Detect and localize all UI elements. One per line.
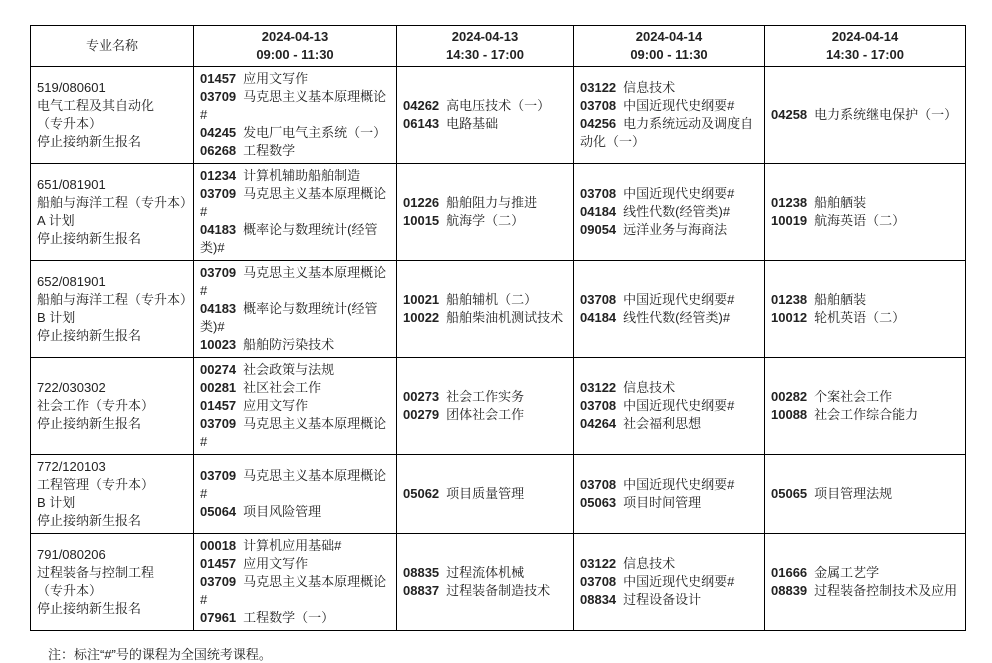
session-cell — [397, 358, 574, 455]
course-code: 01226 — [403, 195, 440, 210]
course-code: 04184 — [580, 310, 617, 325]
course-code: 07961 — [200, 610, 237, 625]
exam-schedule-table — [30, 25, 966, 631]
session-cell — [397, 455, 574, 534]
header-session — [765, 26, 966, 67]
course-name: 中国近现代史纲要# — [623, 98, 735, 113]
session-cell — [574, 358, 765, 455]
course-code: 01666 — [771, 565, 808, 580]
course-name: 航海学（二） — [446, 213, 525, 228]
course-item — [771, 194, 960, 212]
course-name: 线性代数(经管类)# — [623, 310, 731, 325]
course-name: 个案社会工作 — [814, 389, 893, 404]
header-session-date: 2024-04-14 — [635, 29, 703, 44]
course-item — [200, 397, 391, 415]
major-line: 停止接纳新生报名 — [37, 134, 142, 149]
major-line: 电气工程及其自动化 — [37, 98, 155, 113]
major-cell — [31, 358, 194, 455]
course-name: 概率论与数理统计(经管类)# — [200, 222, 378, 255]
course-name: 应用文写作 — [243, 398, 309, 413]
course-name: 船舶辅机（二） — [446, 292, 538, 307]
major-line: 791/080206 — [37, 547, 106, 562]
course-code: 03708 — [580, 398, 617, 413]
header-session-date: 2024-04-13 — [261, 29, 329, 44]
session-cell — [397, 67, 574, 164]
session-cell — [574, 261, 765, 358]
major-line: 停止接纳新生报名 — [37, 328, 142, 343]
major-line: 772/120103 — [37, 459, 106, 474]
course-code: 00279 — [403, 407, 440, 422]
course-item — [200, 415, 391, 451]
course-name: 马克思主义基本原理概论# — [200, 186, 387, 219]
course-item — [580, 476, 759, 494]
course-name: 马克思主义基本原理概论# — [200, 89, 387, 122]
course-item — [403, 406, 568, 424]
course-item — [200, 167, 391, 185]
header-session-time: 14:30 - 17:00 — [445, 47, 525, 62]
course-name: 远洋业务与海商法 — [623, 222, 728, 237]
table-row — [31, 164, 966, 261]
course-item — [200, 124, 391, 142]
course-item — [403, 582, 568, 600]
course-code: 03708 — [580, 292, 617, 307]
course-code: 03709 — [200, 89, 237, 104]
course-name: 发电厂电气主系统（一） — [243, 125, 387, 140]
course-name: 电路基础 — [446, 116, 499, 131]
course-code: 10022 — [403, 310, 440, 325]
course-code: 01234 — [200, 168, 237, 183]
table-row — [31, 261, 966, 358]
course-code: 04256 — [580, 116, 617, 131]
course-name: 航海英语（二） — [814, 213, 906, 228]
course-name: 团体社会工作 — [446, 407, 525, 422]
course-name: 过程设备设计 — [623, 592, 702, 607]
major-line: 过程装备与控制工程 — [37, 565, 155, 580]
major-line: 652/081901 — [37, 274, 106, 289]
course-code: 08837 — [403, 583, 440, 598]
session-cell — [765, 261, 966, 358]
course-name: 信息技术 — [623, 80, 676, 95]
course-name: 中国近现代史纲要# — [623, 292, 735, 307]
session-cell — [194, 261, 397, 358]
header-session-time: 14:30 - 17:00 — [825, 47, 905, 62]
course-code: 04183 — [200, 222, 237, 237]
course-item — [403, 564, 568, 582]
course-code: 03709 — [200, 468, 237, 483]
course-name: 社会政策与法规 — [243, 362, 335, 377]
course-code: 01238 — [771, 292, 808, 307]
major-line: B 计划 — [37, 310, 76, 325]
header-session-date: 2024-04-13 — [451, 29, 519, 44]
header-session-time: 09:00 - 11:30 — [630, 47, 708, 62]
course-name: 中国近现代史纲要# — [623, 574, 735, 589]
course-item — [200, 185, 391, 221]
course-item — [403, 309, 568, 327]
course-item — [200, 300, 391, 336]
session-cell — [397, 534, 574, 631]
header-session — [574, 26, 765, 67]
course-code: 04183 — [200, 301, 237, 316]
major-line: 社会工作（专升本） — [37, 398, 155, 413]
course-name: 概率论与数理统计(经管类)# — [200, 301, 378, 334]
course-name: 工程数学（一） — [243, 610, 335, 625]
header-session — [397, 26, 574, 67]
course-code: 04184 — [580, 204, 617, 219]
session-cell — [574, 67, 765, 164]
table-row — [31, 455, 966, 534]
course-name: 工程数学 — [243, 143, 296, 158]
major-line: B 计划 — [37, 495, 76, 510]
course-item — [580, 203, 759, 221]
course-item — [200, 361, 391, 379]
table-row — [31, 67, 966, 164]
course-code: 03709 — [200, 186, 237, 201]
session-cell — [194, 358, 397, 455]
course-code: 03708 — [580, 186, 617, 201]
course-item — [580, 309, 759, 327]
course-code: 03122 — [580, 556, 617, 571]
session-cell — [765, 67, 966, 164]
course-code: 00282 — [771, 389, 808, 404]
course-item — [200, 467, 391, 503]
course-name: 线性代数(经管类)# — [623, 204, 731, 219]
major-line: A 计划 — [37, 213, 75, 228]
course-name: 轮机英语（二） — [814, 310, 906, 325]
course-code: 03708 — [580, 98, 617, 113]
course-name: 应用文写作 — [243, 556, 309, 571]
course-name: 中国近现代史纲要# — [623, 477, 735, 492]
course-item — [580, 115, 759, 151]
footnote: 注：标注“#”号的课程为全国统考课程。 — [48, 647, 272, 662]
course-code: 03122 — [580, 380, 617, 395]
header-session — [194, 26, 397, 67]
course-name: 船舶舾装 — [814, 195, 867, 210]
course-item — [200, 379, 391, 397]
course-name: 中国近现代史纲要# — [623, 186, 735, 201]
course-item — [403, 97, 568, 115]
course-code: 04245 — [200, 125, 237, 140]
major-line: 船舶与海洋工程（专升本） — [37, 292, 194, 307]
course-item — [771, 485, 960, 503]
course-code: 01457 — [200, 398, 237, 413]
course-item — [771, 388, 960, 406]
session-cell — [397, 261, 574, 358]
course-name: 马克思主义基本原理概论# — [200, 574, 387, 607]
header-session-time: 09:00 - 11:30 — [256, 47, 334, 62]
header-session-date: 2024-04-14 — [831, 29, 899, 44]
course-item — [580, 79, 759, 97]
course-name: 计算机应用基础# — [243, 538, 342, 553]
course-name: 船舶阻力与推进 — [446, 195, 538, 210]
course-code: 03122 — [580, 80, 617, 95]
course-item — [771, 582, 960, 600]
course-item — [580, 573, 759, 591]
course-code: 01238 — [771, 195, 808, 210]
course-item — [200, 573, 391, 609]
course-name: 社会福利思想 — [623, 416, 702, 431]
course-code: 09054 — [580, 222, 617, 237]
course-code: 06143 — [403, 116, 440, 131]
course-name: 过程装备制造技术 — [446, 583, 551, 598]
course-item — [200, 555, 391, 573]
table-row — [31, 534, 966, 631]
major-line: 停止接纳新生报名 — [37, 601, 142, 616]
course-item — [403, 115, 568, 133]
session-cell — [574, 455, 765, 534]
course-name: 马克思主义基本原理概论# — [200, 468, 387, 501]
major-line: 停止接纳新生报名 — [37, 513, 142, 528]
course-code: 04262 — [403, 98, 440, 113]
course-name: 计算机辅助船舶制造 — [243, 168, 361, 183]
course-code: 10012 — [771, 310, 808, 325]
course-item — [200, 88, 391, 124]
course-name: 船舶防污染技术 — [243, 337, 335, 352]
major-cell — [31, 164, 194, 261]
course-item — [580, 97, 759, 115]
course-code: 04264 — [580, 416, 617, 431]
course-item — [200, 609, 391, 627]
course-code: 03709 — [200, 574, 237, 589]
course-code: 05064 — [200, 504, 237, 519]
major-line: （专升本） — [37, 583, 103, 598]
course-name: 电力系统远动及调度自动化（一） — [580, 116, 754, 149]
header-major: 专业名称 — [31, 26, 194, 67]
course-code: 05065 — [771, 486, 808, 501]
course-code: 10021 — [403, 292, 440, 307]
course-code: 10019 — [771, 213, 808, 228]
course-item — [200, 537, 391, 555]
course-code: 05062 — [403, 486, 440, 501]
course-code: 08835 — [403, 565, 440, 580]
course-code: 10088 — [771, 407, 808, 422]
course-code: 03709 — [200, 416, 237, 431]
major-line: （专升本） — [37, 116, 103, 131]
course-item — [771, 291, 960, 309]
course-name: 项目管理法规 — [814, 486, 893, 501]
course-code: 01457 — [200, 556, 237, 571]
course-item — [200, 503, 391, 521]
course-code: 03708 — [580, 574, 617, 589]
course-item — [403, 291, 568, 309]
course-item — [580, 379, 759, 397]
course-item — [580, 221, 759, 239]
course-item — [200, 70, 391, 88]
course-name: 项目时间管理 — [623, 495, 702, 510]
course-name: 马克思主义基本原理概论# — [200, 416, 387, 449]
course-name: 社会工作实务 — [446, 389, 525, 404]
course-code: 10015 — [403, 213, 440, 228]
course-code: 00281 — [200, 380, 237, 395]
session-cell — [194, 164, 397, 261]
course-name: 船舶柴油机测试技术 — [446, 310, 564, 325]
course-item — [771, 406, 960, 424]
course-item — [403, 194, 568, 212]
course-name: 应用文写作 — [243, 71, 309, 86]
session-cell — [194, 534, 397, 631]
table-header-row — [31, 26, 966, 67]
session-cell — [574, 534, 765, 631]
course-item — [200, 264, 391, 300]
course-name: 信息技术 — [623, 380, 676, 395]
course-name: 社会工作综合能力 — [814, 407, 919, 422]
session-cell — [194, 455, 397, 534]
course-name: 项目风险管理 — [243, 504, 322, 519]
course-item — [580, 415, 759, 433]
major-line: 工程管理（专升本） — [37, 477, 155, 492]
course-name: 船舶舾装 — [814, 292, 867, 307]
course-item — [771, 564, 960, 582]
course-item — [580, 185, 759, 203]
course-item — [403, 388, 568, 406]
session-cell — [765, 455, 966, 534]
major-line: 船舶与海洋工程（专升本） — [37, 195, 194, 210]
course-item — [771, 309, 960, 327]
course-code: 03708 — [580, 477, 617, 492]
session-cell — [397, 164, 574, 261]
major-cell — [31, 261, 194, 358]
course-code: 08834 — [580, 592, 617, 607]
course-code: 01457 — [200, 71, 237, 86]
major-line: 651/081901 — [37, 177, 106, 192]
course-code: 00273 — [403, 389, 440, 404]
major-line: 停止接纳新生报名 — [37, 416, 142, 431]
course-name: 社区社会工作 — [243, 380, 322, 395]
course-code: 08839 — [771, 583, 808, 598]
course-name: 马克思主义基本原理概论# — [200, 265, 387, 298]
course-item — [580, 291, 759, 309]
session-cell — [194, 67, 397, 164]
course-code: 00274 — [200, 362, 237, 377]
course-item — [200, 336, 391, 354]
course-code: 06268 — [200, 143, 237, 158]
session-cell — [765, 534, 966, 631]
session-cell — [765, 164, 966, 261]
table-row — [31, 358, 966, 455]
course-item — [580, 555, 759, 573]
session-cell — [765, 358, 966, 455]
course-code: 04258 — [771, 107, 808, 122]
course-item — [580, 494, 759, 512]
course-name: 项目质量管理 — [446, 486, 525, 501]
course-name: 金属工艺学 — [814, 565, 880, 580]
course-code: 03709 — [200, 265, 237, 280]
course-name: 信息技术 — [623, 556, 676, 571]
course-name: 过程流体机械 — [446, 565, 525, 580]
course-name: 电力系统继电保护（一） — [814, 107, 958, 122]
course-item — [771, 106, 960, 124]
course-item — [580, 397, 759, 415]
session-cell — [574, 164, 765, 261]
course-item — [771, 212, 960, 230]
major-line: 停止接纳新生报名 — [37, 231, 142, 246]
major-line: 722/030302 — [37, 380, 106, 395]
course-name: 高电压技术（一） — [446, 98, 551, 113]
course-item — [200, 221, 391, 257]
major-cell — [31, 67, 194, 164]
course-name: 中国近现代史纲要# — [623, 398, 735, 413]
exam-schedule-page — [30, 25, 965, 663]
course-item — [200, 142, 391, 160]
course-code: 10023 — [200, 337, 237, 352]
course-item — [403, 212, 568, 230]
major-cell — [31, 534, 194, 631]
course-item — [403, 485, 568, 503]
major-line: 519/080601 — [37, 80, 106, 95]
course-item — [580, 591, 759, 609]
course-code: 00018 — [200, 538, 237, 553]
course-code: 05063 — [580, 495, 617, 510]
major-cell — [31, 455, 194, 534]
course-name: 过程装备控制技术及应用 — [814, 583, 958, 598]
